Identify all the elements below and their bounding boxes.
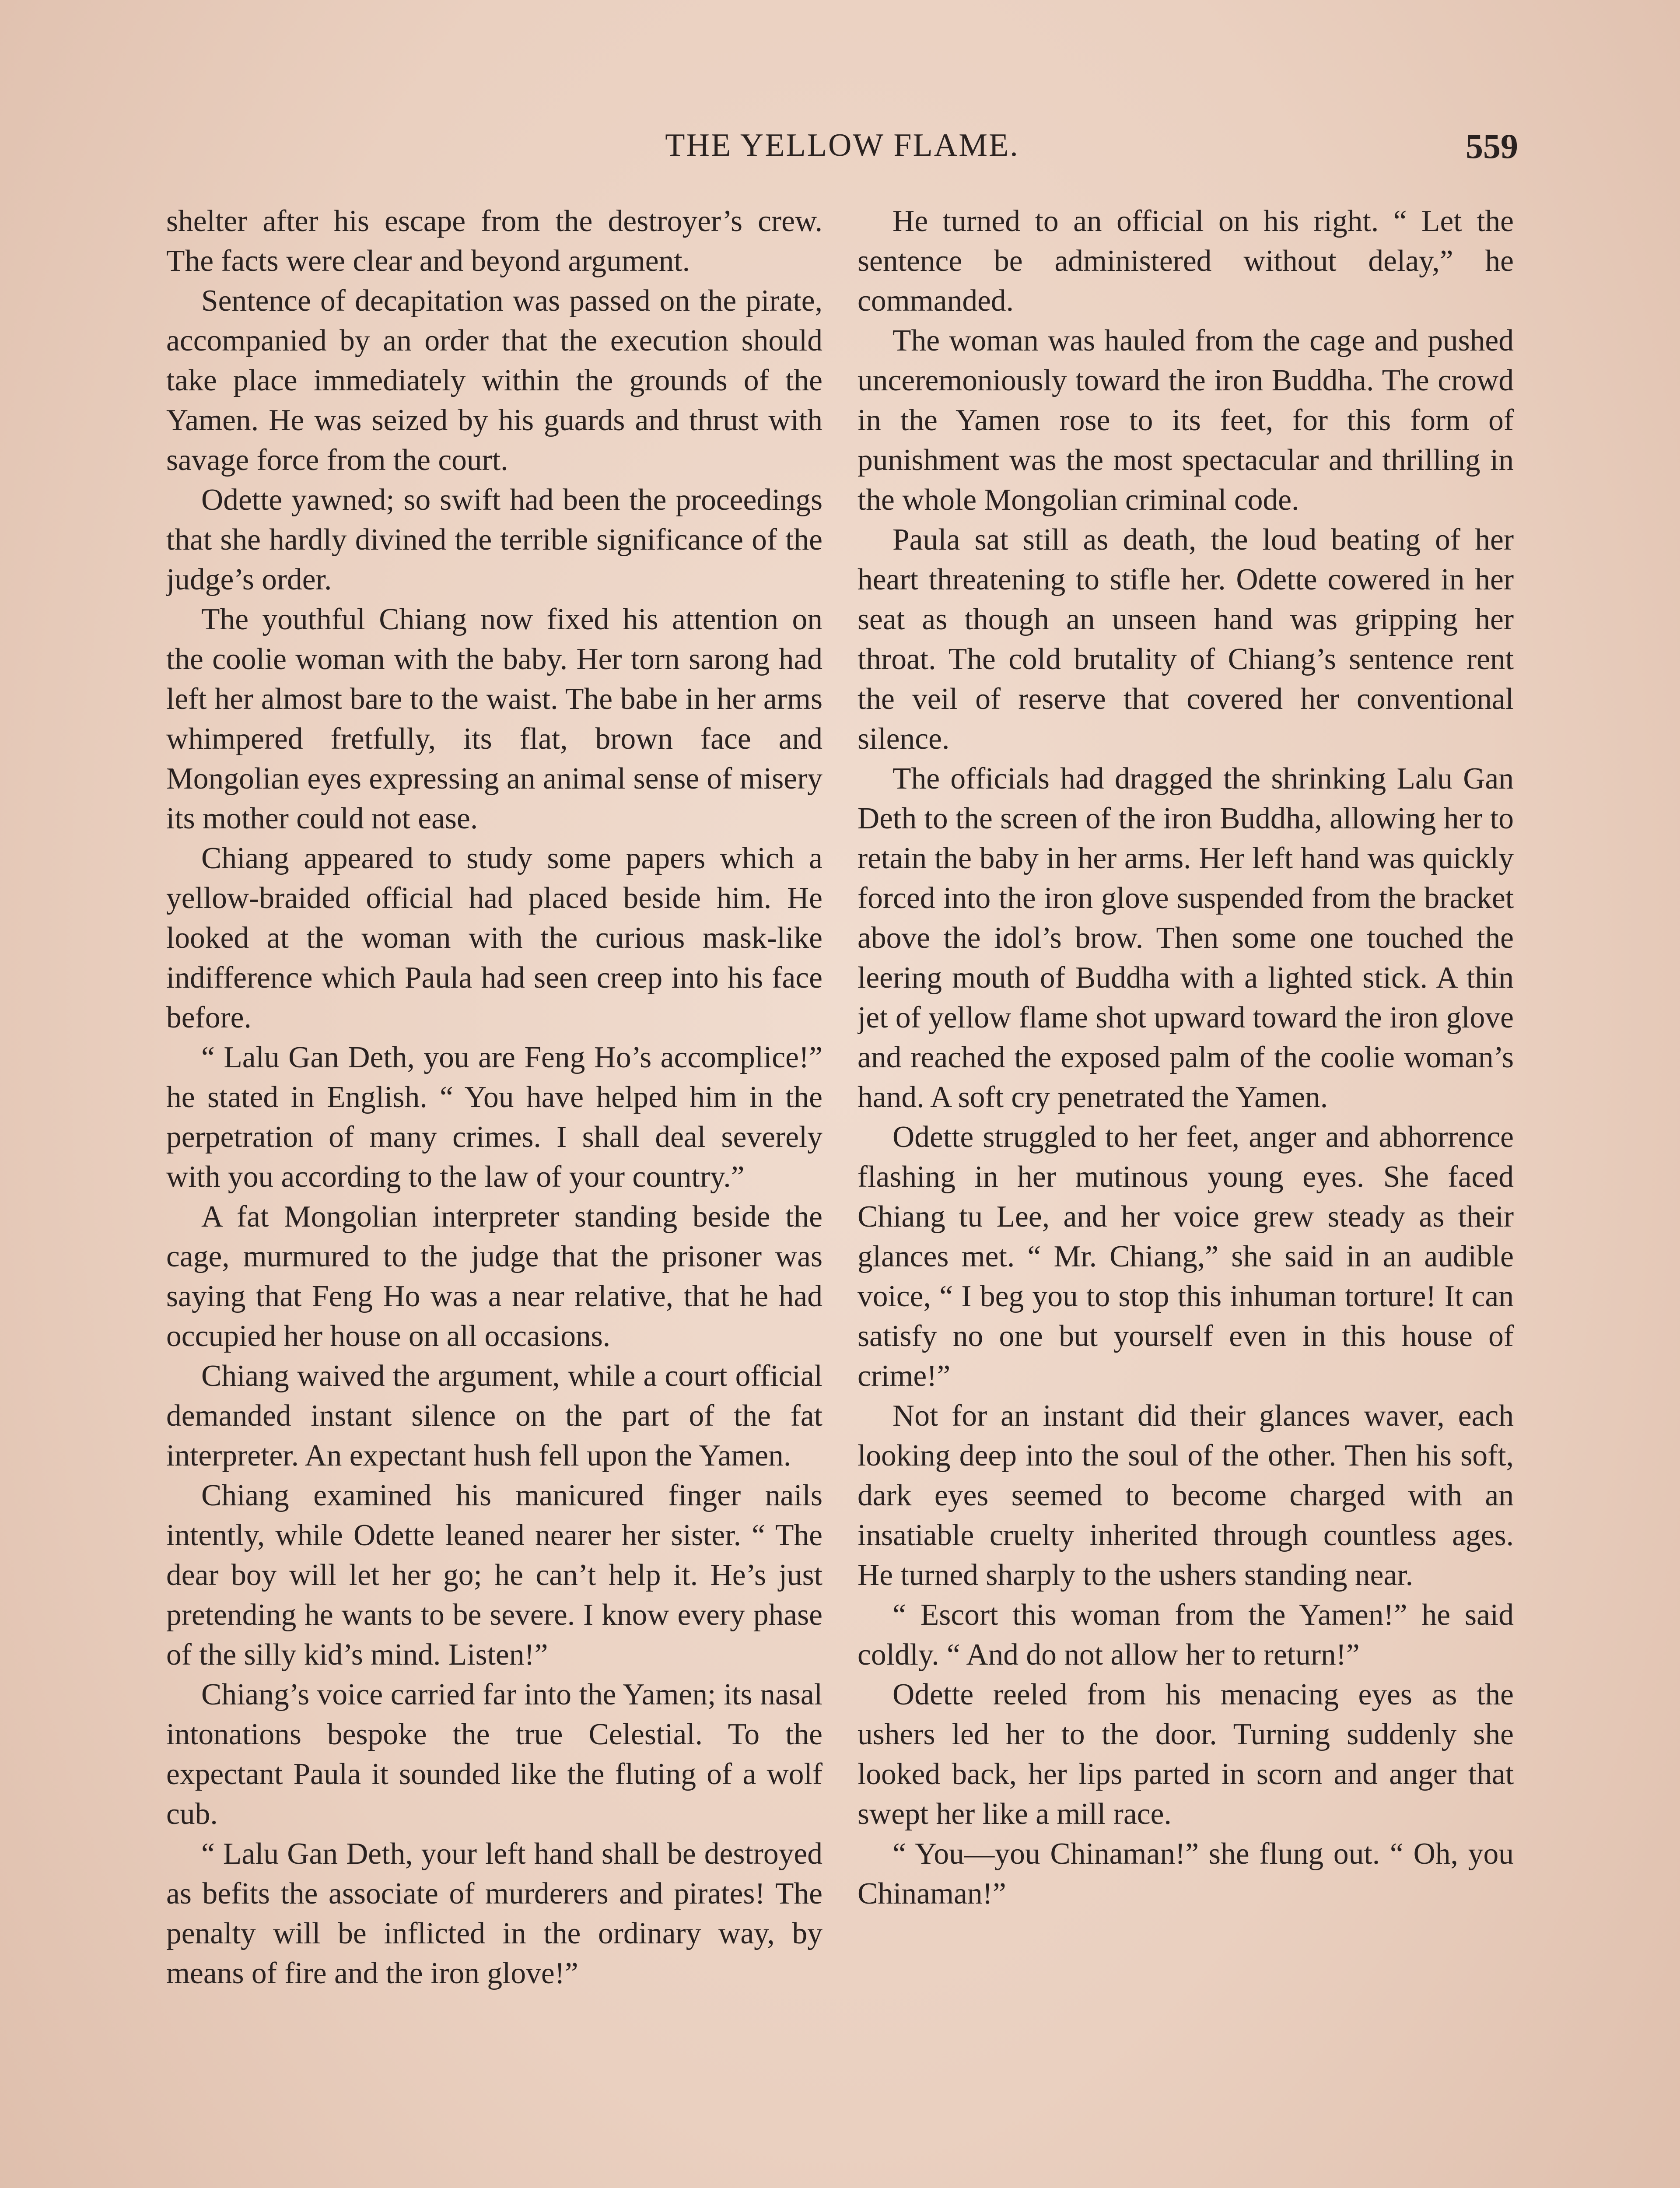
text-column-left — [166, 201, 822, 2188]
paragraph: The woman was hauled from the cage and pushed unceremoniously toward the iron Buddha. The crowd in the Yamen rose to its feet, for this form of punishment was the most spectacular and thrilling in the whole Mongolian criminal code. — [858, 324, 1514, 517]
paragraph: Odette yawned; so swift had been the proceedings that she hardly divined the terrible significance of the judge’s order. — [166, 483, 822, 596]
running-head — [166, 127, 1518, 175]
paragraph: Chiang appeared to study some papers which a yellow-braided official had placed beside him. He looked at the woman with the curious mask-like indifference which Paula had seen creep into his face before. — [166, 842, 822, 1034]
text-column-right — [858, 201, 1514, 2188]
running-title: THE YELLOW FLAME. — [665, 127, 1019, 163]
paragraph: Sentence of decapitation was passed on the pirate, accompanied by an order that the execution should take place immediately within the grounds of the Yamen. He was seized by his guards and thrust with savage force from the court. — [166, 284, 822, 477]
paragraph: “ Lalu Gan Deth, you are Feng Ho’s accomplice!” he stated in English. “ You have helped him in the perpetration of many crimes. I shall deal severely with you according to the law of your country.” — [166, 1041, 822, 1194]
paragraph: Odette struggled to her feet, anger and abhorrence flashing in her mutinous young eyes. She faced Chiang tu Lee, and her voice grew steady as their glances met. “ Mr. Chiang,” she said in an audible voice, “ I beg you to stop this inhuman torture! It can satisfy no one but yourself even in this house of crime!” — [858, 1120, 1514, 1393]
paragraph: “ Lalu Gan Deth, your left hand shall be destroyed as befits the associate of murderers and pirates! The penalty will be inflicted in the ordinary way, by means of fire and the iron glove!” — [166, 1837, 822, 1990]
paragraph: Not for an instant did their glances waver, each looking deep into the soul of the other. Then his soft, dark eyes seemed to become charged with an insatiable cruelty inherited through countless ages. He turned sharply to the ushers standing near. — [858, 1399, 1514, 1592]
paragraph: “ Escort this woman from the Yamen!” he said coldly. “ And do not allow her to return!” — [858, 1598, 1514, 1672]
paragraph: The officials had dragged the shrinking Lalu Gan Deth to the screen of the iron Buddha, allowing her to retain the baby in her arms. Her left hand was quickly forced into the iron glove suspended from the bracket above the idol’s brow. Then some one touched the leering mouth of Buddha with a lighted stick. A thin jet of yellow flame shot upward toward the iron glove and reached the exposed palm of the coolie woman’s hand. A soft cry penetrated the Yamen. — [858, 762, 1514, 1114]
page-number: 559 — [1466, 127, 1518, 166]
paragraph: A fat Mongolian interpreter standing beside the cage, murmured to the judge that the prisoner was saying that Feng Ho was a near relative, that he had occupied her house on all occasions. — [166, 1200, 822, 1353]
paragraph: Paula sat still as death, the loud beating of her heart threatening to stifle her. Odette cowered in her seat as though an unseen hand was gripping her throat. The cold brutality of Chiang’s sentence rent the veil of reserve that covered her conventional silence. — [858, 523, 1514, 756]
paragraph: Chiang waived the argument, while a court official demanded instant silence on the part of the fat interpreter. An expectant hush fell upon the Yamen. — [166, 1359, 822, 1473]
paragraph: shelter after his escape from the destroyer’s crew. The facts were clear and beyond argument. — [166, 204, 822, 278]
paragraph: Chiang examined his manicured finger nails intently, while Odette leaned nearer her sister. “ The dear boy will let her go; he can’t help it. He’s just pretending he wants to be severe. I know every phase of the silly kid’s mind. Listen!” — [166, 1479, 822, 1672]
paragraph: The youthful Chiang now fixed his attention on the coolie woman with the baby. Her torn sarong had left her almost bare to the waist. The babe in her arms whimpered fretfully, its flat, brown face and Mongolian eyes expressing an animal sense of misery its mother could not ease. — [166, 603, 822, 835]
paragraph: Odette reeled from his menacing eyes as the ushers led her to the door. Turning suddenly she looked back, her lips parted in scorn and anger that swept her like a mill race. — [858, 1678, 1514, 1831]
paragraph: “ You—you Chinaman!” she flung out. “ Oh, you Chinaman!” — [858, 1837, 1514, 1911]
paragraph: He turned to an official on his right. “ Let the sentence be administered without delay,” he commanded. — [858, 204, 1514, 318]
paragraph: Chiang’s voice carried far into the Yamen; its nasal intonations bespoke the true Celestial. To the expectant Paula it sounded like the fluting of a wolf cub. — [166, 1678, 822, 1831]
